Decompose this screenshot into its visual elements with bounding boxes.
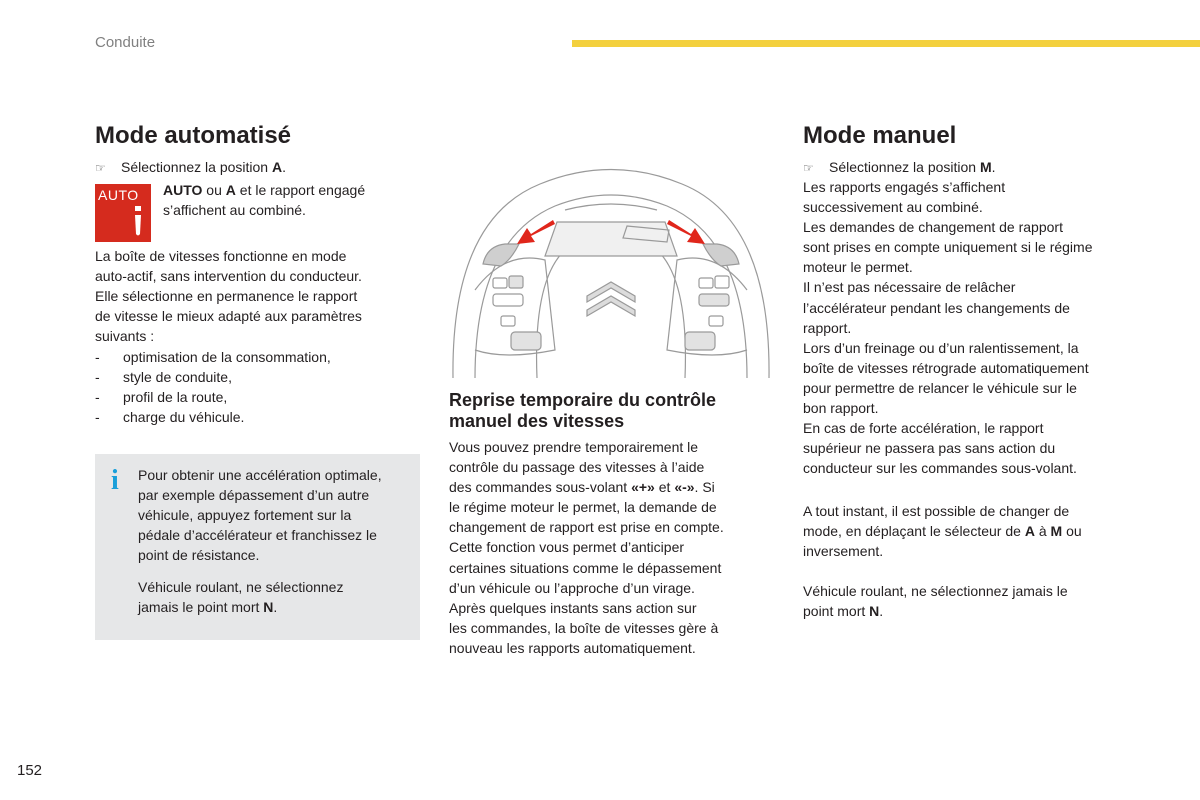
pointing-hand-icon: ☞ — [803, 161, 814, 175]
steering-wheel-illustration — [445, 160, 777, 380]
auto-badge — [95, 184, 151, 242]
parameters-list — [95, 347, 331, 427]
arrow-left-icon — [517, 220, 555, 244]
section-title: Conduite — [95, 34, 156, 51]
mode-change-paragraph: A tout instant, il est possible de changer de mode, en déplaçant le sélecteur de A à M ou inversement. — [803, 503, 1082, 560]
heading-mode-automatise: Mode automatisé — [95, 122, 292, 149]
list-item: - profil de la route, — [95, 389, 228, 406]
neutral-warning-paragraph: Véhicule roulant, ne sélectionnez jamais le point mort N. — [803, 583, 1068, 620]
pointing-hand-icon: ☞ — [95, 161, 106, 175]
stick-icon — [129, 204, 147, 238]
info-text-neutral: Véhicule roulant, ne sélectionnez jamais le point mort N. — [138, 579, 344, 616]
list-item: - charge du véhicule. — [95, 409, 245, 426]
info-text-acceleration: Pour obtenir une accélération optimale, par exemple dépassement d’un autre véhicule, appuyez fortement sur la pédale d’accélérateur et franchissez le point de résistance. — [138, 467, 382, 564]
list-item: - style de conduite, — [95, 369, 232, 386]
auto-badge-label: AUTO — [98, 187, 139, 203]
manual-mode-paragraph: Les rapports engagés s’affichent successivement au combiné. Les demandes de changement de rapport sont prises en compte uniquement si le régime moteur le permet. Il n’est pas nécessaire de relâcher l’accélérateur pendant les changements de rapport. Lors d’un freinage ou d’un ralentissement, la boîte de vitesses rétrograde automatiquement pour permettre de relancer le véhicule sur le bon rapport. En cas de forte accélération, le rapport supérieur ne passera pas sans action du conducteur sur les commandes sous-volant. — [803, 179, 1093, 477]
heading-reprise-temporaire: Reprise temporaire du contrôle manuel des vitesses — [449, 390, 717, 431]
arrow-right-icon — [667, 220, 705, 244]
heading-mode-manuel: Mode manuel — [803, 122, 957, 149]
select-position-a-instruction: ☞ Sélectionnez la position A. — [95, 157, 286, 178]
reprise-paragraph: Vous pouvez prendre temporairement le contrôle du passage des vitesses à l’aide des commandes sous-volant «+» et «-». Si le régime moteur le permet, la demande de changement de rapport est prise en compte. Cette fonction vous permet d’anticiper certaines situations comme le dépassement d’un véhicule ou l’approche d’un virage. Après quelques instants sans action sur les commandes, la boîte de vitesses gère à nouveau les rapports automatiquement. — [449, 439, 724, 656]
info-icon: i — [111, 465, 119, 496]
select-position-m-instruction: ☞ Sélectionnez la position M. — [803, 157, 996, 178]
page-number: 152 — [17, 762, 43, 779]
list-item: - optimisation de la consommation, — [95, 349, 331, 365]
auto-badge-description: AUTO ou A et le rapport engagé s’affichent au combiné. — [163, 182, 366, 219]
info-box — [95, 454, 420, 640]
header-accent-bar — [572, 40, 1200, 47]
auto-mode-paragraph: La boîte de vitesses fonctionne en mode auto-actif, sans intervention du conducteur. Elle sélectionne en permanence le rapport de vitesse le mieux adapté aux paramètres suivants : — [95, 248, 362, 345]
